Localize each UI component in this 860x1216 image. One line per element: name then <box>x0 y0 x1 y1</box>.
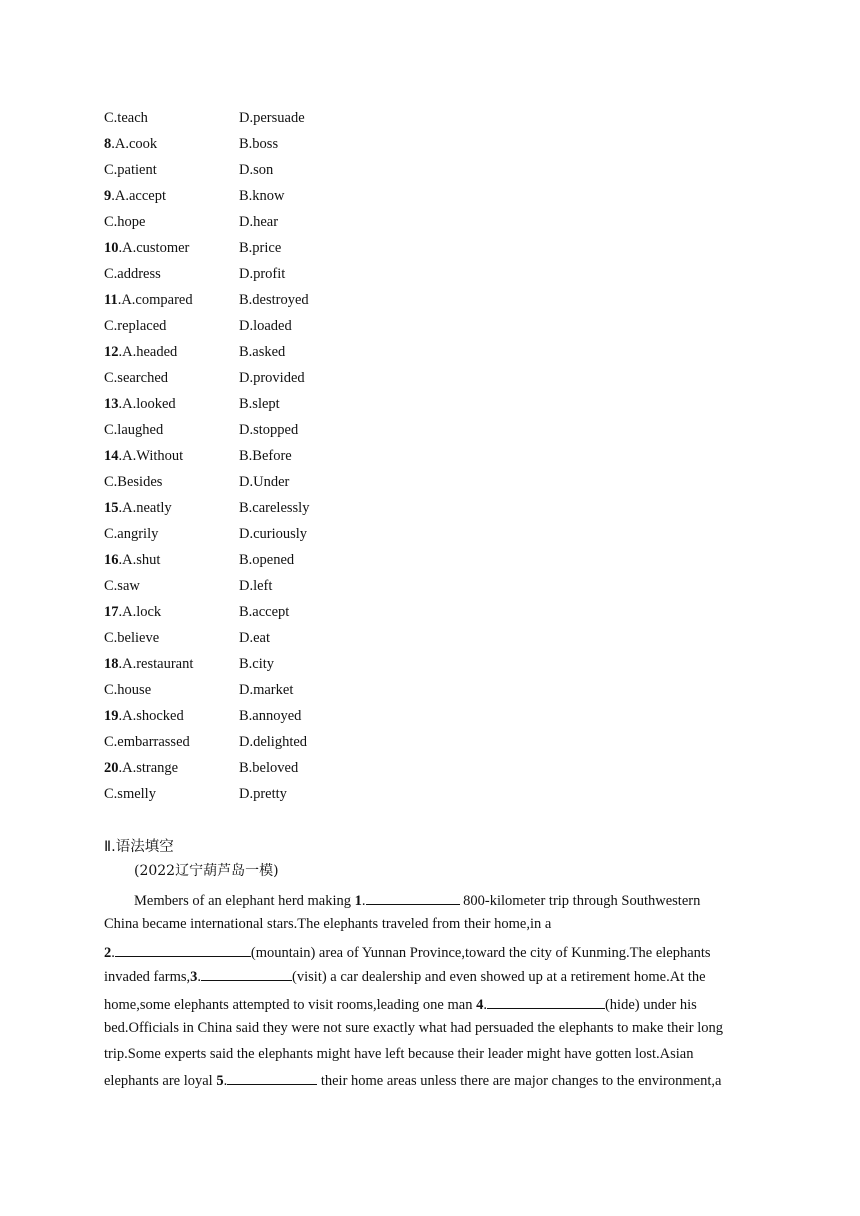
option-row <box>104 471 504 497</box>
options-list <box>104 107 504 809</box>
question-number: 8 <box>104 136 112 152</box>
option-a-or-c: .A.restaurant <box>118 656 194 672</box>
option-b-or-d: B.carelessly <box>239 500 310 516</box>
blank-number: 3 <box>190 969 198 985</box>
option-a-or-c: C.laughed <box>104 422 164 438</box>
option-a-or-c: .A.shocked <box>118 708 184 724</box>
option-b-or-d: D.provided <box>239 370 305 386</box>
option-row <box>104 497 504 523</box>
option-b-or-d: B.boss <box>239 136 279 152</box>
option-row <box>104 159 504 185</box>
option-a-or-c: C.searched <box>104 370 169 386</box>
option-a-or-c: C.embarrassed <box>104 734 190 750</box>
option-b-or-d: B.annoyed <box>239 708 302 724</box>
option-b-or-d: D.pretty <box>239 786 287 802</box>
option-row <box>104 211 504 237</box>
blank-4 <box>487 994 605 1009</box>
question-number: 18 <box>104 656 119 672</box>
section-heading: Ⅱ.语法填空 <box>104 839 174 855</box>
option-row <box>104 627 504 653</box>
option-left <box>104 783 156 805</box>
option-a-or-c: C.angrily <box>104 526 159 542</box>
option-b-or-d: D.hear <box>239 214 279 230</box>
option-row <box>104 185 504 211</box>
passage-line-7: trip.Some experts said the elephants might have left because their leader might have gotten lost.Asian <box>104 1046 694 1062</box>
blank-number: 5 <box>216 1073 224 1089</box>
option-a-or-c: C.smelly <box>104 786 156 802</box>
option-left <box>104 627 159 649</box>
option-left <box>104 731 190 753</box>
option-a-or-c: C.Besides <box>104 474 163 490</box>
option-a-or-c: .A.headed <box>118 344 178 360</box>
passage-text: (visit) a car dealership and even showed up at a retirement home.At the <box>292 969 706 985</box>
option-a-or-c: C.replaced <box>104 318 167 334</box>
option-row <box>104 757 504 783</box>
option-a-or-c: .A.customer <box>118 240 190 256</box>
option-row <box>104 445 504 471</box>
option-a-or-c: C.believe <box>104 630 160 646</box>
option-a-or-c: C.patient <box>104 162 157 178</box>
option-b-or-d: B.price <box>239 240 282 256</box>
option-b-or-d: D.Under <box>239 474 290 490</box>
blank-2 <box>115 942 251 957</box>
passage-line-6: bed.Officials in China said they were not sure exactly what had persuaded the elephants to make their long <box>104 1020 724 1036</box>
option-row <box>104 731 504 757</box>
option-a-or-c: .A.cook <box>111 136 158 152</box>
option-row <box>104 393 504 419</box>
option-left <box>104 549 160 571</box>
option-a-or-c: C.saw <box>104 578 140 594</box>
question-number: 14 <box>104 448 119 464</box>
option-b-or-d: B.beloved <box>239 760 299 776</box>
option-left <box>104 705 184 727</box>
option-row <box>104 341 504 367</box>
option-row <box>104 237 504 263</box>
source-note: (2022辽宁葫芦岛一模) <box>134 863 279 879</box>
passage-text: 800-kilometer trip through Southwestern <box>459 893 701 909</box>
option-left <box>104 419 163 441</box>
option-left <box>104 575 140 597</box>
option-left <box>104 679 151 701</box>
blank-number: 4 <box>476 997 484 1013</box>
option-row <box>104 601 504 627</box>
passage-line-4: invaded farms,3. (visit) a car dealership and even showed up at a retirement home.At the <box>104 966 764 987</box>
question-number: 16 <box>104 552 119 568</box>
option-left <box>104 601 161 623</box>
passage-text: home,some elephants attempted to visit rooms,leading one man <box>104 997 477 1013</box>
passage-text: invaded farms, <box>104 969 191 985</box>
option-b-or-d: B.slept <box>239 396 280 412</box>
option-b-or-d: D.son <box>239 162 274 178</box>
passage-line-8: elephants are loyal 5. their home areas unless there are major changes to the environment,a <box>104 1070 764 1091</box>
option-b-or-d: D.stopped <box>239 422 299 438</box>
blank-number: 1 <box>354 893 362 909</box>
option-left <box>104 211 145 233</box>
question-number: 13 <box>104 396 119 412</box>
option-left <box>104 653 193 675</box>
question-number: 10 <box>104 240 119 256</box>
option-a-or-c: .A.shut <box>118 552 161 568</box>
blank-3 <box>201 966 292 981</box>
question-number: 12 <box>104 344 119 360</box>
option-left <box>104 159 157 181</box>
option-a-or-c: C.address <box>104 266 161 282</box>
passage-line-1: Members of an elephant herd making 1. 800-kilometer trip through Southwestern <box>134 890 794 911</box>
option-left <box>104 289 193 311</box>
option-b-or-d: B.opened <box>239 552 295 568</box>
option-b-or-d: D.profit <box>239 266 286 282</box>
option-b-or-d: D.persuade <box>239 110 305 126</box>
question-number: 15 <box>104 500 119 516</box>
passage-text: elephants are loyal <box>104 1073 217 1089</box>
passage-text: their home areas unless there are major changes to the environment,a <box>317 1073 722 1089</box>
question-number: 20 <box>104 760 119 776</box>
option-b-or-d: D.eat <box>239 630 270 646</box>
option-b-or-d: B.accept <box>239 604 290 620</box>
option-left <box>104 107 148 129</box>
option-a-or-c: .A.neatly <box>118 500 172 516</box>
blank-number: 2 <box>104 945 112 961</box>
option-row <box>104 263 504 289</box>
passage-text: (mountain) area of Yunnan Province,toward the city of Kunming.The elephants <box>250 945 711 961</box>
option-a-or-c: .A.accept <box>111 188 166 204</box>
option-left <box>104 523 158 545</box>
option-b-or-d: D.loaded <box>239 318 292 334</box>
option-row <box>104 133 504 159</box>
option-b-or-d: D.delighted <box>239 734 308 750</box>
option-left <box>104 367 168 389</box>
question-number: 19 <box>104 708 119 724</box>
passage-line-5: home,some elephants attempted to visit rooms,leading one man 4. (hide) under his <box>104 994 764 1015</box>
option-row <box>104 107 504 133</box>
option-row <box>104 315 504 341</box>
option-row <box>104 679 504 705</box>
option-a-or-c: .A.lock <box>118 604 162 620</box>
option-left <box>104 497 172 519</box>
option-row <box>104 419 504 445</box>
option-a-or-c: .A.compared <box>117 292 193 308</box>
question-number: 9 <box>104 188 112 204</box>
option-left <box>104 237 189 259</box>
option-left <box>104 263 161 285</box>
option-b-or-d: D.curiously <box>239 526 308 542</box>
option-b-or-d: B.city <box>239 656 275 672</box>
option-b-or-d: D.market <box>239 682 294 698</box>
question-number: 17 <box>104 604 119 620</box>
option-row <box>104 549 504 575</box>
blank-5 <box>227 1070 317 1085</box>
question-number: 11 <box>104 292 118 308</box>
option-b-or-d: B.know <box>239 188 285 204</box>
option-a-or-c: C.hope <box>104 214 146 230</box>
option-left <box>104 185 166 207</box>
option-row <box>104 705 504 731</box>
option-a-or-c: .A.Without <box>118 448 184 464</box>
option-left <box>104 471 162 493</box>
option-row <box>104 289 504 315</box>
option-left <box>104 445 183 467</box>
option-a-or-c: .A.strange <box>118 760 179 776</box>
option-left <box>104 393 176 415</box>
option-b-or-d: B.Before <box>239 448 292 464</box>
passage-text: (hide) under his <box>604 997 697 1013</box>
option-a-or-c: C.house <box>104 682 152 698</box>
option-b-or-d: B.destroyed <box>239 292 309 308</box>
passage-line-3: 2. (mountain) area of Yunnan Province,toward the city of Kunming.The elephants <box>104 942 764 963</box>
passage-line-2: China became international stars.The elephants traveled from their home,in a <box>104 916 552 932</box>
option-row <box>104 575 504 601</box>
option-row <box>104 367 504 393</box>
option-a-or-c: .A.looked <box>118 396 176 412</box>
option-b-or-d: B.asked <box>239 344 286 360</box>
option-left <box>104 757 178 779</box>
option-b-or-d: D.left <box>239 578 273 594</box>
option-left <box>104 315 166 337</box>
option-row <box>104 523 504 549</box>
option-row <box>104 783 504 809</box>
option-row <box>104 653 504 679</box>
passage-text: Members of an elephant herd making <box>134 893 355 909</box>
blank-1 <box>366 890 460 905</box>
option-left <box>104 133 157 155</box>
option-left <box>104 341 177 363</box>
option-a-or-c: C.teach <box>104 110 148 126</box>
